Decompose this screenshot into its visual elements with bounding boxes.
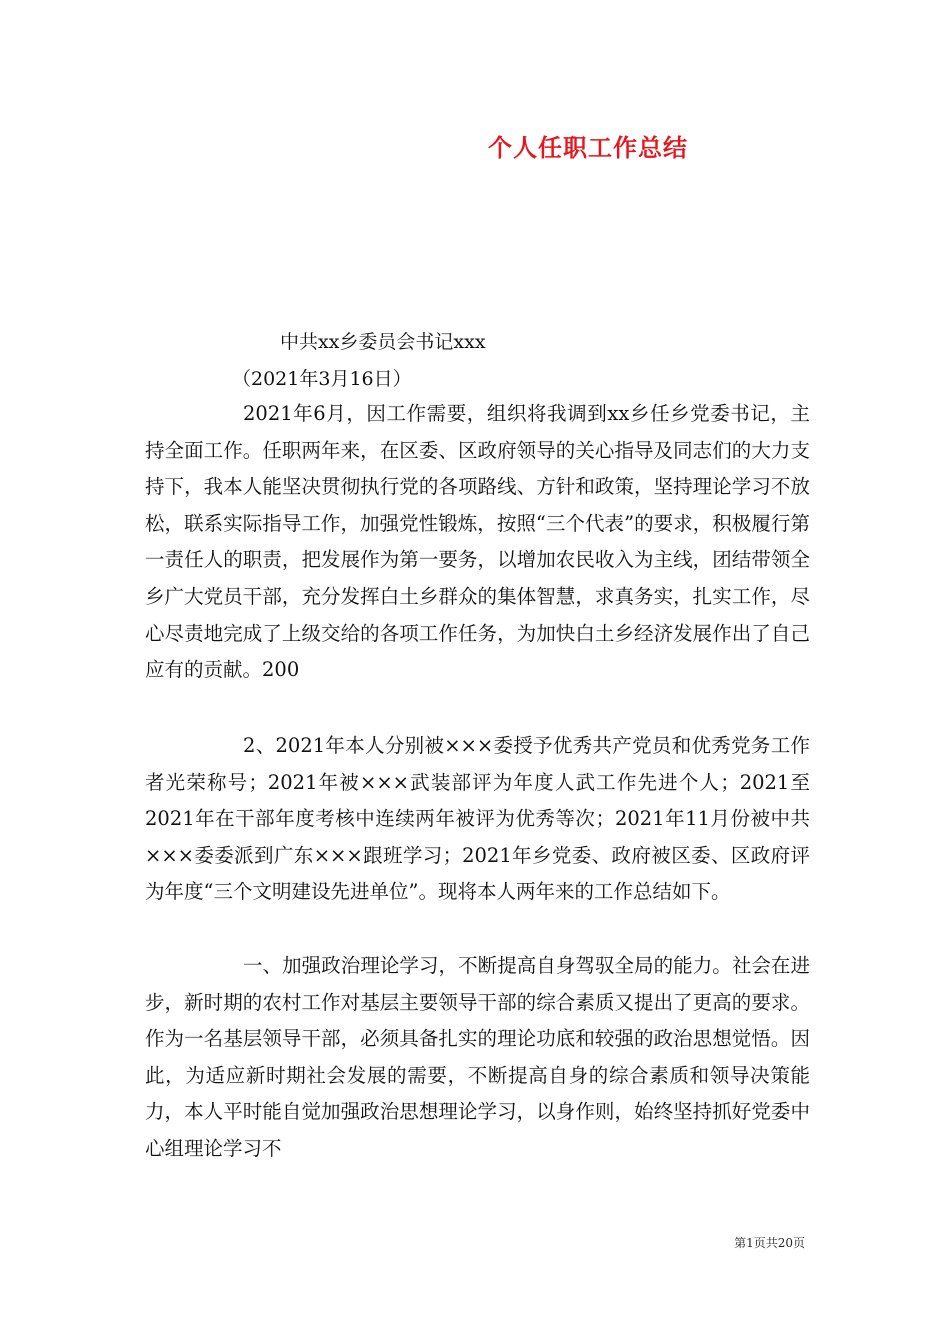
date-line: （2021年3月16日） bbox=[232, 368, 412, 390]
paragraph-3: 一、加强政治理论学习，不断提高自身驾驭全局的能力。社会在进步，新时期的农村工作对基层主要领导干部的综合素质又提出了更高的要求。作为一名基层领导干部，必须具备扎实的理论功底和较强的政治思想觉悟。因此，为适应新时期社会发展的需要，不断提高自身的综合素质和领导决策能力，本人平时能自觉加强政治思想理论学习，以身作则，始终坚持抓好党委中心组理论学习不 bbox=[145, 954, 810, 1160]
page-number-footer: 第1页共20页 bbox=[734, 1236, 805, 1250]
author-line: 中共xx乡委员会书记xxx bbox=[280, 331, 486, 353]
document-title: 个人任职工作总结 bbox=[488, 133, 688, 162]
paragraph-1: 2021年6月，因工作需要，组织将我调到xx乡任乡党委书记，主持全面工作。任职两年来，在区委、区政府领导的关心指导及同志们的大力支持下，我本人能坚决贯彻执行党的各项路线、方针和政策，坚持理论学习不放松，联系实际指导工作，加强党性锻炼，按照“三个代表”的要求，积极履行第一责任人的职责，把发展作为第一要务，以增加农民收入为主线，团结带领全乡广大党员干部，充分发挥白土乡群众的集体智慧，求真务实，扎实工作，尽心尽责地完成了上级交给的各项工作任务，为加快白土乡经济发展作出了自己应有的贡献。200 bbox=[145, 402, 810, 682]
paragraph-2: 2、2021年本人分别被×××委授予优秀共产党员和优秀党务工作者光荣称号；2021年被×××武装部评为年度人武工作先进个人；2021至2021年在干部年度考核中连续两年被评为优秀等次；2021年11月份被中共×××委委派到广东×××跟班学习；2021年乡党委、政府被区委、区政府评为年度“三个文明建设先进单位”。现将本人两年来的工作总结如下。 bbox=[145, 734, 810, 904]
